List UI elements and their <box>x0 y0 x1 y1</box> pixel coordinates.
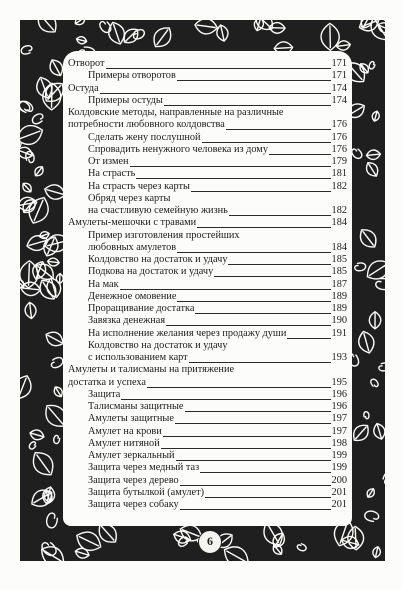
toc-entry-page: 187 <box>331 278 347 290</box>
leaf-shape <box>29 428 45 441</box>
toc-entry <box>68 487 347 499</box>
toc-entry <box>68 279 347 291</box>
toc-entry-title: Колдовство на достаток и удачу <box>88 254 228 265</box>
toc-entry <box>68 144 347 156</box>
toc-entry-title: На мак <box>88 278 119 290</box>
toc-entry <box>68 401 347 413</box>
toc-entry-title: Сделать жену послушной <box>88 131 201 143</box>
vine-curl <box>32 113 43 124</box>
toc-entry <box>68 242 347 254</box>
toc-entry-title: Спровадить ненужного человека из дому <box>88 143 268 155</box>
toc-entry-page: 182 <box>331 205 347 216</box>
toc-entry <box>68 450 347 462</box>
toc-entry-page: 171 <box>331 70 347 82</box>
toc-entry <box>68 266 347 278</box>
toc-entry-page: 201 <box>331 486 347 498</box>
toc-entry-page: 190 <box>331 315 347 327</box>
toc-entry-page: 189 <box>331 303 347 314</box>
toc-entry-page: 179 <box>331 156 347 167</box>
leaf-shape <box>365 487 376 499</box>
leaf-shape <box>33 165 46 178</box>
toc-entry-page: 197 <box>331 425 347 437</box>
toc-entry-page: 174 <box>331 94 347 106</box>
toc-entry <box>68 230 347 242</box>
toc-entry <box>68 340 347 352</box>
toc-entry-title: Проращивание достатка <box>88 303 195 314</box>
leaf-shape <box>20 373 35 402</box>
toc-entry-title: любовных амулетов <box>88 241 177 253</box>
vine-curl <box>374 275 385 294</box>
leaf-shape <box>363 256 385 284</box>
leaf-shape <box>24 302 37 319</box>
toc-entry <box>68 462 347 474</box>
toc-entry-title: Защита <box>88 388 121 400</box>
leader-line <box>68 68 347 69</box>
toc-entry <box>68 364 347 376</box>
toc-entry <box>68 83 347 95</box>
toc-entry <box>68 205 347 217</box>
toc-entry <box>68 291 347 303</box>
vine-curl <box>354 261 367 274</box>
toc-entry-title: Защита бутылкой (амулет) <box>88 486 205 498</box>
toc-entry <box>68 58 347 70</box>
toc-entry-title: Защита через собаку <box>88 499 179 510</box>
toc-entry-title: Амулет на крови <box>88 425 162 437</box>
toc-entry-title: Амулеты и талисманы на притяжение <box>68 364 235 376</box>
toc-entry-page: 196 <box>331 388 347 400</box>
toc-entry-page: 196 <box>331 401 347 412</box>
leaf-shape <box>372 546 382 558</box>
toc-entry-title: От измен <box>88 156 129 167</box>
toc-entry <box>68 499 347 511</box>
toc-entry-title: Амулеты-мешочки с травами <box>68 217 197 229</box>
toc-entry <box>68 181 347 193</box>
leaf-shape <box>149 23 175 51</box>
toc-entry-title: Подкова на достаток и удачу <box>88 266 214 278</box>
leader-line <box>68 93 347 94</box>
toc-entry <box>68 95 347 107</box>
toc-entry-page: 200 <box>331 474 347 486</box>
toc-entry-title: достатка и успеха <box>68 376 146 388</box>
toc-entry <box>68 475 347 487</box>
leaf-shape <box>20 196 38 212</box>
toc-entry-page: 199 <box>331 450 347 461</box>
leaf-shape <box>20 122 46 149</box>
vine-curl <box>43 512 61 530</box>
toc-entry <box>68 438 347 450</box>
toc-entry <box>68 377 347 389</box>
toc-entry-page: 197 <box>331 413 347 425</box>
toc-entry-title: Колдовские методы, направленные на различные <box>68 107 284 118</box>
toc-entry <box>68 168 347 180</box>
vine-curl <box>381 471 385 485</box>
toc-entry-title: Пример изготовления простейших <box>88 229 240 241</box>
vine-curl <box>29 441 37 449</box>
vine-curl <box>371 379 379 387</box>
leader-line <box>88 289 347 290</box>
toc-entry-page: 176 <box>331 119 347 131</box>
toc-entry-title: На исполнение желания через продажу души <box>88 327 287 339</box>
toc-entry <box>68 156 347 168</box>
vine-curl <box>352 148 363 158</box>
leaf-shape <box>369 312 381 329</box>
leaf-shape <box>356 225 380 251</box>
leaf-shape <box>74 547 90 560</box>
table-of-contents <box>68 58 347 511</box>
toc-entry-title: Примеры остуды <box>88 94 163 106</box>
toc-entry <box>68 70 347 82</box>
toc-entry <box>68 303 347 315</box>
leaf-shape <box>347 526 364 550</box>
toc-entry-title: Обряд через карты <box>88 192 171 204</box>
toc-entry-page: 199 <box>331 462 347 474</box>
toc-entry <box>68 352 347 364</box>
toc-entry-title: Примеры отворотов <box>88 70 176 82</box>
leaf-shape <box>363 160 380 179</box>
vine-curl <box>51 356 63 368</box>
leaf-shape <box>371 110 380 122</box>
toc-entry-title: Остуда <box>68 82 99 94</box>
toc-entry-title: Амулет нитяной <box>88 437 160 449</box>
leaf-shape <box>33 20 61 37</box>
toc-entry <box>68 193 347 205</box>
toc-entry <box>68 328 347 340</box>
toc-entry-page: 171 <box>331 58 347 69</box>
leaf-shape <box>366 149 381 160</box>
leaf-shape <box>220 542 253 561</box>
toc-entry-title: На страсть через карты <box>88 180 190 192</box>
vine-curl <box>52 435 62 445</box>
toc-entry <box>68 426 347 438</box>
toc-entry-page: 184 <box>331 241 347 253</box>
vine-curl <box>133 28 145 40</box>
toc-entry <box>68 254 347 266</box>
toc-entry-page: 191 <box>331 327 347 339</box>
toc-entry-title: Талисманы защитные <box>88 401 184 412</box>
leaf-shape <box>76 36 88 45</box>
toc-entry-title: Колдовство на достаток и удачу <box>88 339 228 351</box>
toc-entry-page: 176 <box>331 131 347 143</box>
toc-entry-page: 182 <box>331 180 347 192</box>
toc-entry-page: 181 <box>331 168 347 180</box>
toc-entry-page: 176 <box>331 143 347 155</box>
toc-entry <box>68 413 347 425</box>
toc-entry <box>68 315 347 327</box>
toc-entry-page: 184 <box>331 217 347 229</box>
toc-entry-page: 185 <box>331 254 347 265</box>
toc-entry-page: 185 <box>331 266 347 278</box>
leaf-shape <box>28 447 58 479</box>
toc-entry-title: Денежное омовение <box>88 290 177 302</box>
vine-curl <box>20 100 30 113</box>
toc-entry-page: 198 <box>331 437 347 449</box>
leaf-shape <box>356 330 376 355</box>
toc-entry-page: 193 <box>331 352 347 363</box>
toc-entry <box>68 389 347 401</box>
toc-entry-title: на счастливую семейную жизнь <box>88 205 228 216</box>
leaf-shape <box>349 421 372 445</box>
vine-curl <box>297 542 307 552</box>
toc-entry-title: Завязка денежная <box>88 315 166 327</box>
vine-curl <box>20 44 32 56</box>
leaf-shape <box>340 534 360 550</box>
toc-entry <box>68 132 347 144</box>
toc-entry-title: Защита через дерево <box>88 474 179 486</box>
vine-curl <box>363 508 380 525</box>
toc-entry <box>68 107 347 119</box>
vine-curl <box>378 361 385 374</box>
toc-entry <box>68 217 347 229</box>
leaf-shape <box>20 181 33 194</box>
toc-entry-title: Отворот <box>68 58 105 69</box>
toc-entry-title: с использованием карт <box>88 352 188 363</box>
leaf-shape <box>172 529 192 546</box>
toc-entry-page: 201 <box>331 499 347 510</box>
leaf-shape <box>194 20 218 35</box>
page-number: 6 <box>198 530 222 554</box>
toc-entry-title: На страсть <box>88 168 136 180</box>
leaf-shape <box>372 422 385 441</box>
toc-entry-title: Амулеты защитные <box>88 413 174 425</box>
toc-entry <box>68 119 347 131</box>
vine-curl <box>362 411 370 419</box>
toc-entry-page: 189 <box>331 290 347 302</box>
toc-entry-title: потребности любовного колдовства <box>68 119 225 131</box>
leader-line <box>88 399 347 400</box>
leaf-shape <box>39 230 51 239</box>
leaf-shape <box>73 20 87 27</box>
toc-entry-page: 195 <box>331 376 347 388</box>
toc-entry-page: 174 <box>331 82 347 94</box>
toc-entry-title: Защита через медный таз <box>88 462 200 474</box>
toc-entry-title: Амулет зеркальный <box>88 450 175 461</box>
